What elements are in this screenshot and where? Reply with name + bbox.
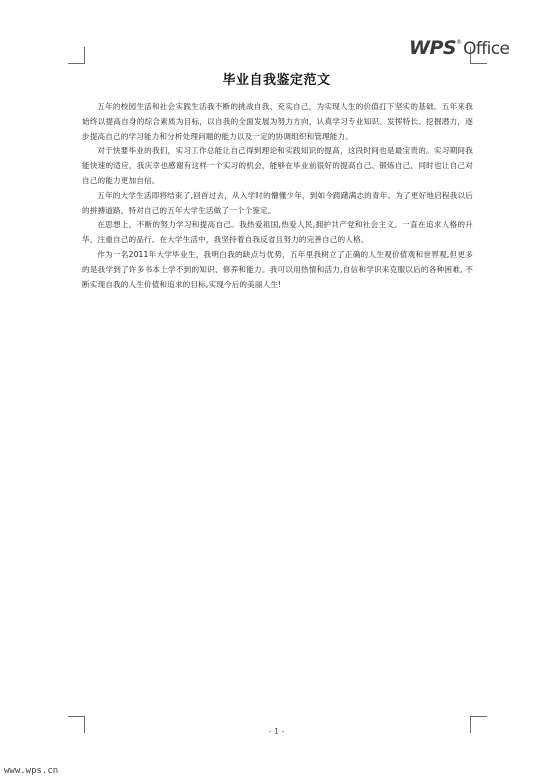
logo-registered-mark: ® bbox=[456, 39, 463, 46]
logo-brand: WPS bbox=[409, 37, 457, 59]
crop-mark-top-left bbox=[68, 47, 85, 64]
source-url: www.wps.cn bbox=[4, 766, 59, 776]
wps-office-logo bbox=[409, 37, 517, 65]
document-body bbox=[82, 100, 473, 292]
logo-product: Office bbox=[463, 39, 510, 59]
paragraph-3: 五年的大学生活即将结束了,回首过去，从入学时的懵懂少年，到如今踌躇满志的青年。为了更好地启程我以后的拼搏道路，特对自己的五年大学生活做了一个个鉴定。 bbox=[82, 190, 473, 215]
paragraph-2: 对于快要毕业的我们，实习工作总能让自己得到理论和实践知识的提高，这段时间也是最宝贵的。实习期间我能快速的适应，我庆幸也感谢有这样一个实习的机会，能够在毕业前很好的提高自己、锻炼自己，同时也让自己对自己的能力更加自信。 bbox=[82, 146, 473, 185]
paragraph-4: 在思想上，不断的努力学习和提高自己。我热爱祖国,热爱人民,拥护共产党和社会主义。一直在追求人格的升华，注重自己的品行。在大学生活中，我坚持着自我反省且努力的完善自己的人格。 bbox=[82, 220, 473, 245]
paragraph-5: 作为一名2011年大学毕业生，我明白我的缺点与优势，五年里我树立了正确的人生观价值观和世界观,但更多的是我学到了许多书本上学不到的知识、修养和能力。我可以用热情和活力,自信和学识来克服以后的各种困难, 不断实现自我的人生价值和追求的目标,实现今后的美丽人生! bbox=[82, 249, 473, 289]
document-title: 毕业自我鉴定范文 bbox=[222, 73, 331, 88]
page-number: - 1 - bbox=[268, 727, 285, 736]
paragraph-1: 五年的校园生活和社会实践生活我不断的挑战自我、充实自己，为实现人生的价值打下坚实的基础。五年来我始终以提高自身的综合素质为目标，以自我的全面发展为努力方向，认真学习专业知识、发挥特长、挖掘潜力，逐步提高自己的学习能力和分析处理问题的能力以及一定的协调组织和管理能力。 bbox=[82, 102, 473, 141]
